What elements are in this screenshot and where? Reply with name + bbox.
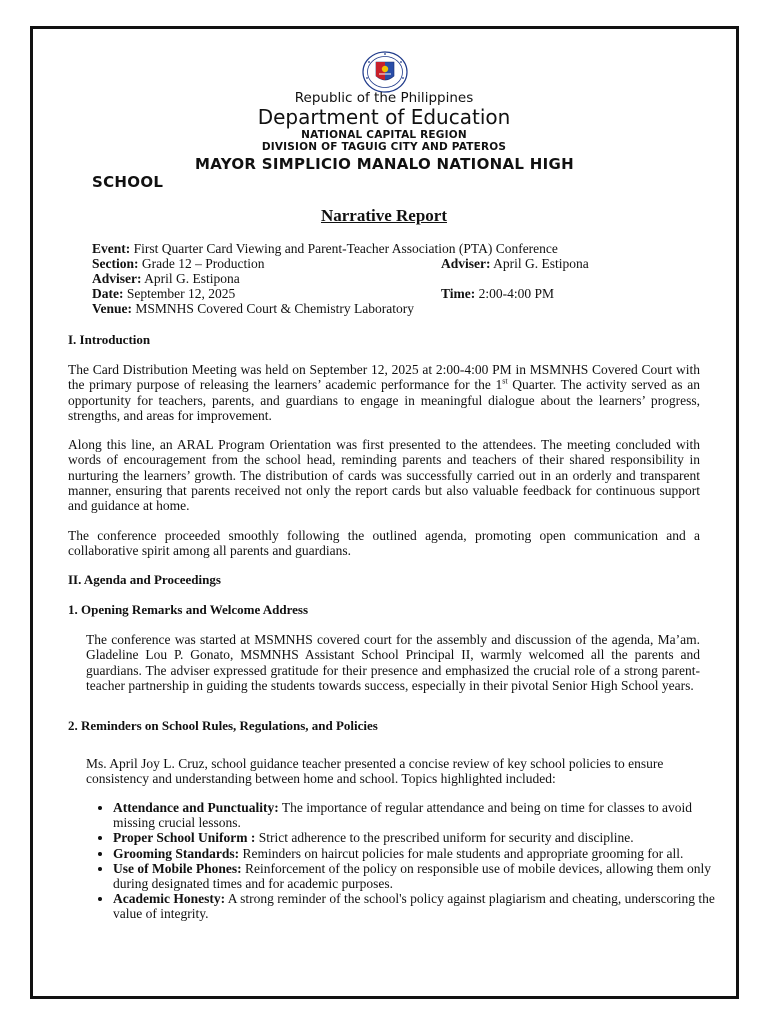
event-label: Event: xyxy=(92,241,131,256)
deped-seal-logo xyxy=(355,50,415,94)
intro-paragraph-3: The conference proceeded smoothly following the outlined agenda, promoting open communication and a collaborative spirit among all parents and guardians. xyxy=(68,528,700,559)
adviser-right-line xyxy=(441,256,589,271)
list-item xyxy=(113,891,733,921)
intro-paragraph-2: Along this line, an ARAL Program Orientation was first presented to the attendees. The meeting concluded with words of encouragement from the school head, reminding parents and teachers of their shared responsibility in nurturing the learners’ growth. The distribution of cards was successfully carried out in an orderly and transparent manner, ensuring that parents received not only the report cards but also valuable feedback for continuous support and guidance at home. xyxy=(68,437,700,514)
intro-paragraph-1 xyxy=(68,362,700,423)
adviser-value: April G. Estipona xyxy=(144,271,240,286)
adviser-label: Adviser: xyxy=(92,271,142,286)
adviser-line xyxy=(92,271,240,286)
section-label: Section: xyxy=(92,256,139,271)
time-line xyxy=(441,286,554,301)
intro-p1-sup: st xyxy=(502,376,508,386)
school-name-line1: MAYOR SIMPLICIO MANALO NATIONAL HIGH xyxy=(195,155,574,173)
list-item xyxy=(113,846,733,861)
agenda-heading: II. Agenda and Proceedings xyxy=(68,572,221,587)
bullet-text: Reminders on haircut policies for male students and appropriate grooming for all. xyxy=(239,845,684,861)
school-name-line2: SCHOOL xyxy=(92,173,164,191)
policy-bullet-list xyxy=(95,800,733,922)
adviser-right-label: Adviser: xyxy=(441,256,491,271)
venue-value: MSMNHS Covered Court & Chemistry Laboratory xyxy=(135,301,414,316)
bullet-text: The importance of regular attendance and being on time for classes to avoid missing crucial lessons. xyxy=(113,800,692,831)
republic-text: Republic of the Philippines xyxy=(294,90,474,106)
division-text: DIVISION OF TAGUIG CITY AND PATEROS xyxy=(261,141,507,153)
adviser-right-value: April G. Estipona xyxy=(493,256,589,271)
report-title: Narrative Report xyxy=(320,206,448,225)
department-title: Department of Education xyxy=(257,105,511,129)
bullet-text: A strong reminder of the school's policy against plagiarism and cheating, underscoring the value of integrity. xyxy=(113,891,715,922)
time-label: Time: xyxy=(441,286,476,301)
event-line xyxy=(92,241,558,256)
bullet-label: Grooming Standards: xyxy=(113,845,240,861)
event-value: First Quarter Card Viewing and Parent-Teacher Association (PTA) Conference xyxy=(133,241,558,256)
list-item xyxy=(113,861,733,891)
date-value: September 12, 2025 xyxy=(126,286,236,301)
section-value: Grade 12 – Production xyxy=(141,256,265,271)
venue-line xyxy=(92,301,414,316)
intro-heading: I. Introduction xyxy=(68,332,151,347)
date-label: Date: xyxy=(92,286,124,301)
intro-p1-before: The Card Distribution Meeting was held on September 12, 2025 at 2:00-4:00 PM in MSMNHS Covered Court with the primary purpose of releasing the learners’ academic performance for the 1 xyxy=(68,362,700,393)
list-item xyxy=(113,800,733,830)
bullet-text: Strict adherence to the prescribed uniform for security and discipline. xyxy=(255,830,634,846)
agenda-item2-heading: 2. Reminders on School Rules, Regulations, and Policies xyxy=(68,718,378,733)
time-value: 2:00-4:00 PM xyxy=(478,286,555,301)
region-text: NATIONAL CAPITAL REGION xyxy=(301,129,467,141)
bullet-label: Proper School Uniform : xyxy=(113,830,256,846)
venue-label: Venue: xyxy=(92,301,133,316)
date-line xyxy=(92,286,235,301)
intro-p1-after: Quarter. The activity served as an opportunity for teachers, parents, and guardians to engage in meaningful dialogue about the learners’ progress, strengths, and areas for improvement. xyxy=(68,377,700,423)
section-line xyxy=(92,256,264,271)
bullet-label: Attendance and Punctuality: xyxy=(113,800,279,815)
agenda-item1-heading: 1. Opening Remarks and Welcome Address xyxy=(68,602,309,617)
list-item xyxy=(113,830,733,845)
bullet-text: Reinforcement of the policy on responsible use of mobile devices, allowing them only during designated times and for academic purposes. xyxy=(113,860,712,892)
agenda-item2-paragraph: Ms. April Joy L. Cruz, school guidance teacher presented a concise review of key school policies to ensure consistency and understanding between home and school. Topics highlighted included: xyxy=(86,756,664,787)
bullet-label: Use of Mobile Phones: xyxy=(113,860,242,876)
bullet-label: Academic Honesty: xyxy=(113,891,226,907)
agenda-item1-paragraph: The conference was started at MSMNHS covered court for the assembly and discussion of the agenda, Ma’am. Gladeline Lou P. Gonato, MSMNHS Assistant School Principal II, warmly welcomed all the parents and guardians. The adviser expressed gratitude for their presence and emphasized the crucial role of a strong parent-teacher partnership in guiding the students towards success, especially in their pivotal Senior High School years. xyxy=(86,632,700,693)
